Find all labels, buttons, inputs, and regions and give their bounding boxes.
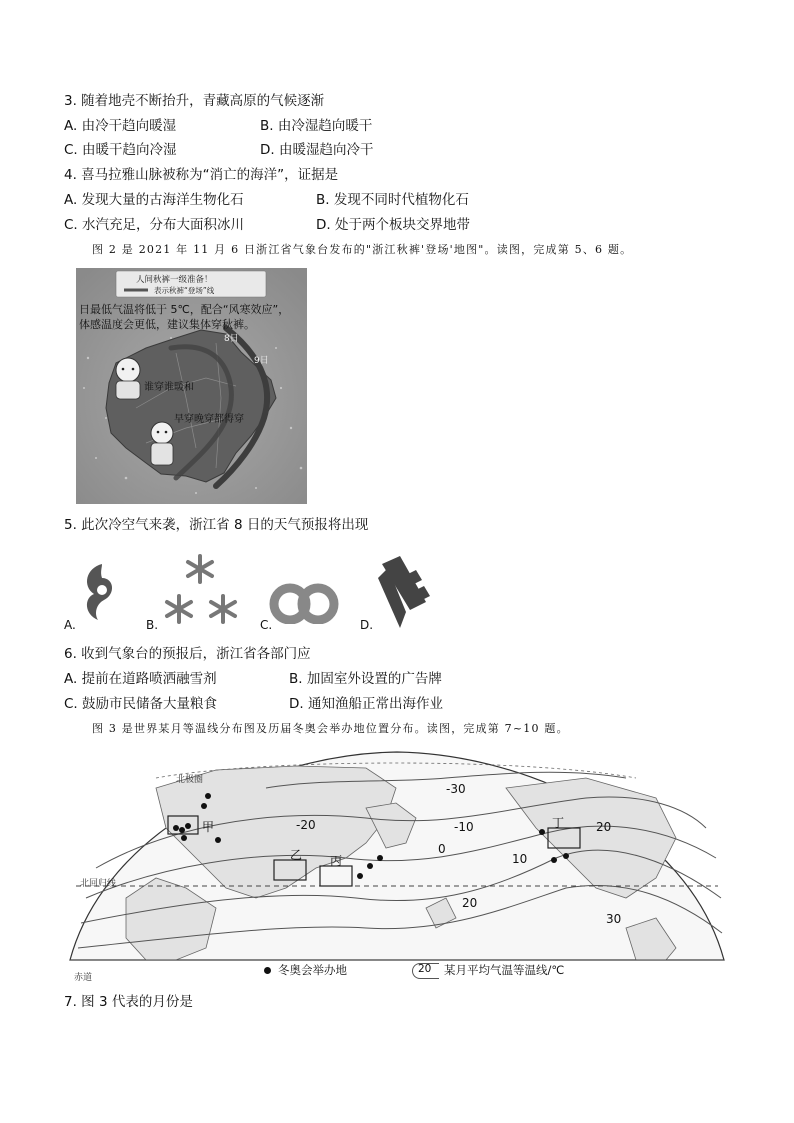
typhoon-icon [64, 556, 134, 626]
q7-stem: 7. 图 3 代表的月份是 [64, 994, 193, 1010]
q3-option-c[interactable]: C. 由暖干趋向冷湿 [64, 142, 177, 158]
region-bing-label: 丙 [330, 854, 343, 868]
isotherm-label-0: 0 [438, 842, 446, 856]
q3-option-b[interactable]: B. 由冷湿趋向暖干 [260, 118, 373, 134]
figure2-map [76, 268, 307, 504]
legend-isotherm-label: 某月平均气温等温线/℃ [444, 963, 565, 977]
map2-legend-text: 表示秋裤“登场”线 [154, 286, 215, 295]
figure3-map [66, 748, 728, 988]
isotherm-label-n10: -10 [454, 820, 474, 834]
q6-option-a[interactable]: A. 提前在道路喷洒融雪剂 [64, 671, 217, 687]
legend-host-label: 冬奥会举办地 [278, 963, 347, 977]
region-jia-label: 甲 [202, 820, 215, 834]
q3-stem: 3. 随着地壳不断抬升，青藏高原的气候逐渐 [64, 93, 325, 109]
q6-stem: 6. 收到气象台的预报后，浙江省各部门应 [64, 646, 311, 662]
q4-stem: 4. 喜马拉雅山脉被称为“消亡的海洋”，证据是 [64, 167, 339, 183]
q3-option-a[interactable]: A. 由冷干趋向暖湿 [64, 118, 177, 134]
host-dot-icon [264, 967, 271, 974]
q4-option-b[interactable]: B. 发现不同时代植物化石 [316, 192, 469, 208]
q6-option-b[interactable]: B. 加固室外设置的广告牌 [289, 671, 442, 687]
fog-icon [260, 574, 344, 624]
map2-area-label-2: 早穿晚穿都得穿 [174, 414, 244, 425]
q5-option-a[interactable] [64, 556, 134, 636]
q5-option-b[interactable] [146, 552, 246, 636]
figure3-intro: 图 3 是世界某月等温线分布图及历届冬奥会举办地位置分布。读图，完成第 7~10 题。 [92, 722, 569, 735]
q5-option-b-label: B. [146, 618, 159, 632]
map2-desc-line1: 日最低气温将低于 5℃，配合“风寒效应”， [79, 303, 290, 316]
map2-desc-line2: 体感温度会更低，建议集体穿秋裤。 [79, 318, 255, 331]
isotherm-label-n30: -30 [446, 782, 466, 796]
q5-option-d-label: D. [360, 618, 374, 632]
isotherm-label-n20: -20 [296, 818, 316, 832]
equator-label: 赤道 [74, 973, 93, 983]
q5-option-c-label: C. [260, 618, 273, 632]
map2-header: 人间秋裤一级准备！ [136, 275, 213, 285]
q5-option-c[interactable] [260, 574, 344, 636]
q4-option-d[interactable]: D. 处于两个板块交界地带 [316, 217, 470, 233]
q4-option-a[interactable]: A. 发现大量的古海洋生物化石 [64, 192, 244, 208]
figure2-intro: 图 2 是 2021 年 11 月 6 日浙江省气象台发布的"浙江秋裤'登场'地图"。读图，完成第 5、6 题。 [92, 243, 633, 256]
isotherm-label-20b: 20 [596, 820, 612, 834]
region-ding-label: 丁 [552, 816, 565, 830]
map2-date-9: 9日 [254, 356, 269, 366]
map2-date-8: 8日 [224, 334, 239, 344]
q4-option-c[interactable]: C. 水汽充足，分布大面积冰川 [64, 217, 245, 233]
region-yi-label: 乙 [290, 848, 303, 862]
isotherm-label-20: 20 [462, 896, 478, 910]
q6-option-d[interactable]: D. 通知渔船正常出海作业 [289, 696, 443, 712]
figure3-map-svg [66, 748, 728, 988]
arctic-circle-label: 北极圈 [176, 775, 204, 785]
q5-option-a-label: A. [64, 618, 76, 632]
figure3-legend [264, 962, 644, 980]
map2-area-label-1: 谁穿谁暖和 [144, 382, 194, 393]
isotherm-label-10: 10 [512, 852, 528, 866]
child-figure-2 [151, 422, 173, 465]
q5-option-d[interactable] [360, 556, 440, 636]
tropic-label: 北回归线 [80, 879, 117, 889]
heavy-snow-icon [146, 552, 246, 632]
q5-stem: 5. 此次冷空气来袭，浙江省 8 日的天气预报将出现 [64, 517, 369, 533]
legend-isotherm-number: 20 [418, 963, 432, 975]
child-figure-1 [116, 358, 140, 399]
q3-option-d[interactable]: D. 由暖湿趋向冷干 [260, 142, 374, 158]
q6-option-c[interactable]: C. 鼓励市民储备大量粮食 [64, 696, 218, 712]
isotherm-label-30: 30 [606, 912, 622, 926]
